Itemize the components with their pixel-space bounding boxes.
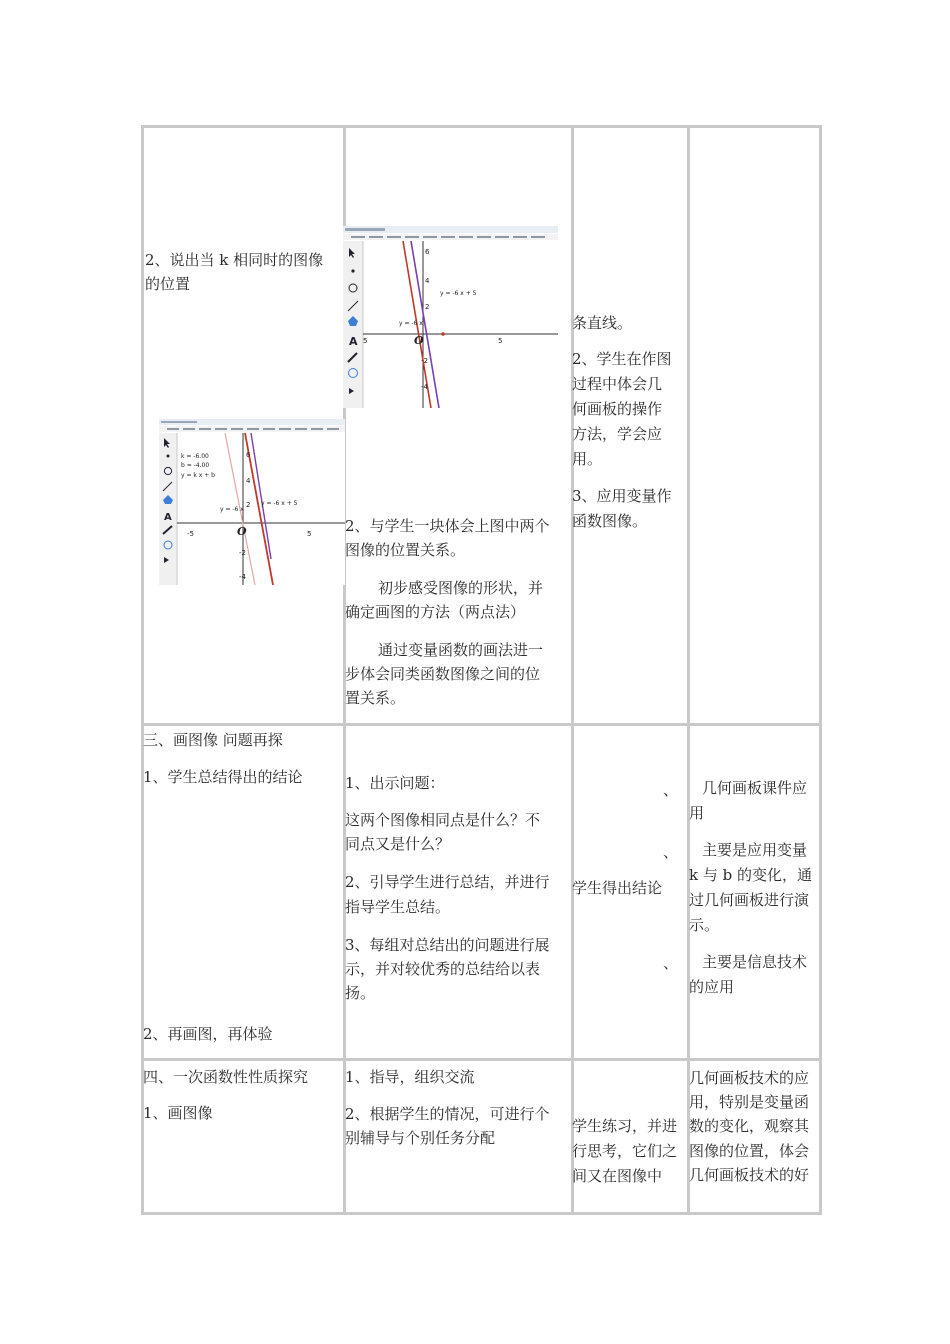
x-tick-label: 5 xyxy=(307,530,312,538)
geometry-sketchpad-screenshot xyxy=(159,419,345,585)
y-tick-label: 2 xyxy=(246,501,251,509)
row2-col1-text: 2、再画图，再体验 xyxy=(143,1025,273,1043)
row2-col2-text: 3、每组对总结出的问题进行展 xyxy=(345,936,550,954)
list-mark: 、 xyxy=(663,843,679,861)
row3-col1-text: 1、画图像 xyxy=(143,1104,213,1122)
row1-col3-text: 过程中体会几 xyxy=(572,375,663,393)
row2-col4-text: 的应用 xyxy=(689,978,735,996)
row3-col4-text: 数的变化，观察其 xyxy=(689,1117,810,1135)
list-mark: 、 xyxy=(663,781,679,799)
y-tick-label: -2 xyxy=(239,549,246,557)
row-divider xyxy=(144,1058,819,1061)
line-label: y = -6 x xyxy=(399,320,423,327)
row1-col3-text: 3、应用变量作 xyxy=(572,487,672,505)
y-tick-label: 2 xyxy=(425,303,430,311)
row1-col2-text: 步体会同类函数图像之间的位 xyxy=(345,665,541,683)
line-label: y = -6 x xyxy=(220,506,244,513)
row1-col2-text: 初步感受图像的形状，并 xyxy=(378,579,544,597)
row3-col3-text: 行思考，它们之 xyxy=(572,1142,678,1160)
row2-col4-text: 主要是应用变量 xyxy=(702,841,808,859)
row1-col2-text: 图像的位置关系。 xyxy=(345,541,466,559)
row3-col4-text: 几何画板技术的应 xyxy=(689,1069,810,1087)
row2-col1-text: 1、学生总结得出的结论 xyxy=(143,768,303,786)
geometry-sketchpad-screenshot xyxy=(343,226,558,408)
row3-col3-text: 间又在图像中 xyxy=(572,1167,663,1185)
row2-col2-text: 指导学生总结。 xyxy=(345,898,451,916)
row3-col1-heading: 四、一次函数性性质探究 xyxy=(143,1068,309,1086)
row2-col2-text: 扬。 xyxy=(345,984,376,1002)
x-tick-label: 5 xyxy=(498,337,503,345)
row2-col2-text: 示，并对较优秀的总结给以表 xyxy=(345,960,541,978)
row1-col1-text: 2、说出当 k 相同时的图像 xyxy=(145,251,324,269)
row1-col3-text: 条直线。 xyxy=(572,314,633,332)
row2-col4-text: 示。 xyxy=(689,916,720,934)
row2-col2-text: 2、引导学生进行总结，并进行 xyxy=(345,873,550,891)
row2-col2-text: 这两个图像相同点是什么？不 xyxy=(345,811,541,829)
y-tick-label: 4 xyxy=(425,277,430,285)
svg-text:A: A xyxy=(349,335,358,348)
row3-col4-text: 图像的位置，体会 xyxy=(689,1142,810,1160)
y-tick-label: 4 xyxy=(246,477,251,485)
row2-col4-text: 用 xyxy=(689,804,705,822)
y-tick-label: -4 xyxy=(421,383,428,391)
row1-col3-text: 何画板的操作 xyxy=(572,400,663,418)
row2-col4-text: 几何画板课件应 xyxy=(702,779,808,797)
row2-col4-text: 过几何画板进行演 xyxy=(689,891,810,909)
row1-col3-text: 函数图像。 xyxy=(572,512,648,530)
x-tick-label: -5 xyxy=(187,530,194,538)
row1-col1-text: 的位置 xyxy=(145,275,191,293)
row3-col3-text: 学生练习，并进 xyxy=(572,1117,678,1135)
row-divider xyxy=(144,723,819,726)
row1-col2-text: 确定画图的方法（两点法） xyxy=(345,603,526,621)
row2-col2-text: 同点又是什么？ xyxy=(345,835,451,853)
y-tick-label: -4 xyxy=(239,573,246,581)
y-tick-label: -2 xyxy=(421,357,428,365)
row1-col2-text: 通过变量函数的画法进一 xyxy=(378,641,544,659)
origin-label: O xyxy=(237,525,247,538)
row3-col2-text: 别辅导与个别任务分配 xyxy=(345,1129,496,1147)
row2-col4-text: k 与 b 的变化，通 xyxy=(689,866,812,884)
row2-col1-heading: 三、画图像 问题再探 xyxy=(143,731,283,749)
line-label: y = -6 x + 5 xyxy=(261,500,298,507)
column-divider xyxy=(687,128,690,1212)
row2-col3-text: 学生得出结论 xyxy=(572,879,663,897)
row3-col4-text: 几何画板技术的好 xyxy=(689,1166,810,1184)
parameter-b: b = -4.00 xyxy=(181,462,210,469)
row1-col2-text: 置关系。 xyxy=(345,689,406,707)
parameter-k: k = -6.00 xyxy=(181,453,209,460)
row2-col4-text: 主要是信息技术 xyxy=(702,953,808,971)
formula-label: y = k x + b xyxy=(181,472,215,479)
y-tick-label: 6 xyxy=(425,248,430,256)
row1-col3-text: 方法，学会应 xyxy=(572,425,663,443)
row1-col3-text: 2、学生在作图 xyxy=(572,350,672,368)
list-mark: 、 xyxy=(663,954,679,972)
origin-label: O xyxy=(414,334,424,347)
x-tick-label: 5 xyxy=(363,337,368,345)
y-tick-label: 6 xyxy=(246,451,251,459)
column-divider xyxy=(571,128,574,1212)
row3-col2-text: 2、根据学生的情况，可进行个 xyxy=(345,1105,550,1123)
row3-col2-text: 1、指导，组织交流 xyxy=(345,1068,475,1086)
row1-col2-text: 2、与学生一块体会上图中两个 xyxy=(345,517,550,535)
row1-col3-text: 用。 xyxy=(572,450,603,468)
row3-col4-text: 用，特别是变量函 xyxy=(689,1093,810,1111)
row2-col2-text: 1、出示问题： xyxy=(345,774,445,792)
line-label: y = -6 x + 5 xyxy=(440,290,477,297)
graph-line xyxy=(251,433,271,559)
svg-text:A: A xyxy=(164,512,172,523)
